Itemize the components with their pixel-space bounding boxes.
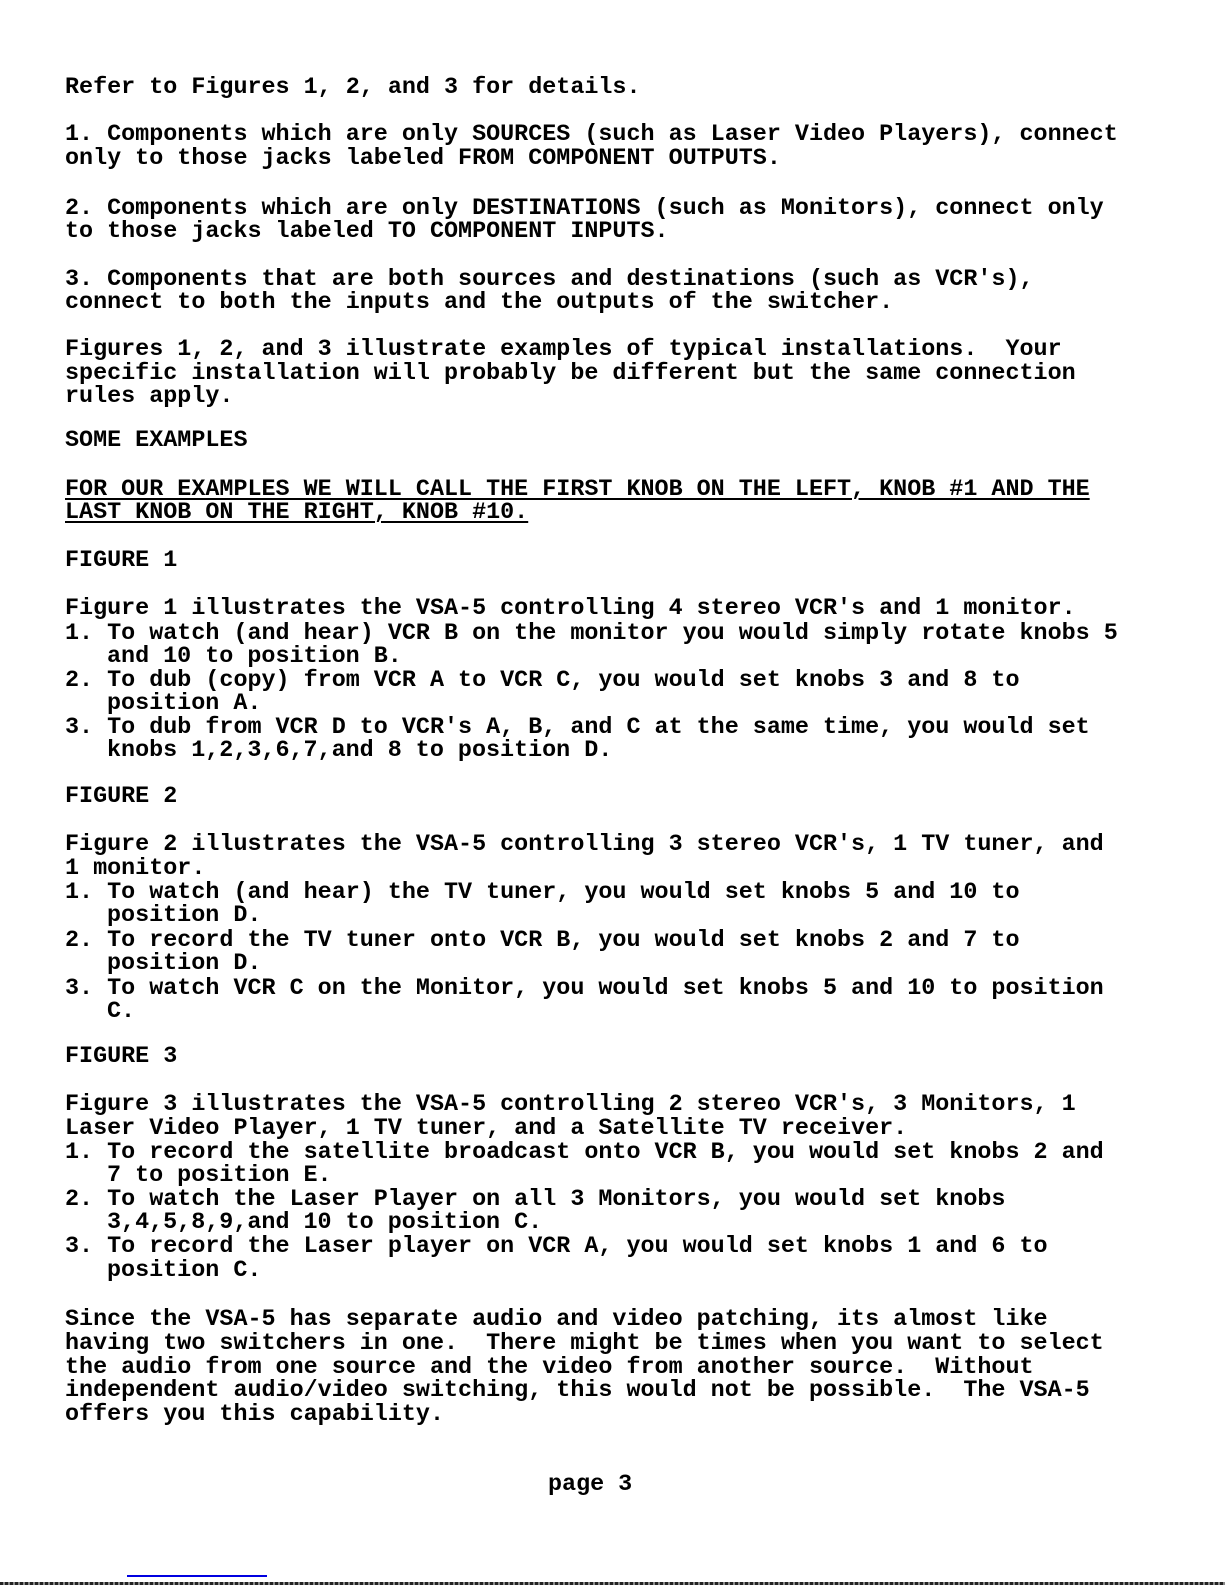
figure-3-line: Laser Video Player, 1 TV tuner, and a Satellite TV receiver. bbox=[65, 1116, 908, 1142]
figure-1-line: knobs 1,2,3,6,7,and 8 to position D. bbox=[107, 738, 613, 764]
figures-note-line: Figures 1, 2, and 3 illustrate examples of typical installations. Your bbox=[65, 337, 1062, 363]
closing-line: Since the VSA-5 has separate audio and video patching, its almost like bbox=[65, 1307, 1048, 1333]
figure-2-line: 1. To watch (and hear) the TV tuner, you would set knobs 5 and 10 to bbox=[65, 880, 1020, 906]
figure-3-line: 3. To record the Laser player on VCR A, you would set knobs 1 and 6 to bbox=[65, 1234, 1048, 1260]
figure-2-line: Figure 2 illustrates the VSA-5 controlling 3 stereo VCR's, 1 TV tuner, and bbox=[65, 832, 1104, 858]
rule-1-line: only to those jacks labeled FROM COMPONENT OUTPUTS. bbox=[65, 146, 781, 172]
figure-1-line: 2. To dub (copy) from VCR A to VCR C, you would set knobs 3 and 8 to bbox=[65, 668, 1020, 694]
figure-2-line: position D. bbox=[107, 903, 262, 929]
examples-heading: SOME EXAMPLES bbox=[65, 428, 248, 454]
figure-3-line: Figure 3 illustrates the VSA-5 controlling 2 stereo VCR's, 3 Monitors, 1 bbox=[65, 1092, 1076, 1118]
figure-2-heading: FIGURE 2 bbox=[65, 784, 178, 810]
closing-line: the audio from one source and the video from another source. Without bbox=[65, 1355, 1034, 1381]
figure-1-line: 3. To dub from VCR D to VCR's A, B, and C at the same time, you would set bbox=[65, 715, 1090, 741]
figure-1-line: Figure 1 illustrates the VSA-5 controlling 4 stereo VCR's and 1 monitor. bbox=[65, 596, 1076, 622]
figure-1-heading: FIGURE 1 bbox=[65, 548, 178, 574]
page-number: page 3 bbox=[548, 1472, 633, 1498]
closing-line: offers you this capability. bbox=[65, 1402, 444, 1428]
intro-text: Refer to Figures 1, 2, and 3 for details. bbox=[65, 75, 641, 101]
knob-note-line: LAST KNOB ON THE RIGHT, KNOB #10. bbox=[65, 500, 529, 526]
figure-3-line: 3,4,5,8,9,and 10 to position C. bbox=[107, 1210, 543, 1236]
figure-3-line: 7 to position E. bbox=[107, 1163, 332, 1189]
figure-1-line: position A. bbox=[107, 691, 262, 717]
figure-1-line: 1. To watch (and hear) VCR B on the monitor you would simply rotate knobs 5 bbox=[65, 621, 1118, 647]
figure-3-heading: FIGURE 3 bbox=[65, 1044, 178, 1070]
figure-3-line: 2. To watch the Laser Player on all 3 Monitors, you would set knobs bbox=[65, 1187, 1006, 1213]
figure-2-line: 1 monitor. bbox=[65, 856, 206, 882]
closing-line: independent audio/video switching, this would not be possible. The VSA-5 bbox=[65, 1378, 1090, 1404]
figures-note-line: specific installation will probably be different but the same connection bbox=[65, 361, 1076, 387]
closing-line: having two switchers in one. There might be times when you want to select bbox=[65, 1331, 1104, 1357]
figures-note-line: rules apply. bbox=[65, 384, 234, 410]
figure-1-line: and 10 to position B. bbox=[107, 644, 402, 670]
figure-2-line: 2. To record the TV tuner onto VCR B, you would set knobs 2 and 7 to bbox=[65, 928, 1020, 954]
knob-note-line: FOR OUR EXAMPLES WE WILL CALL THE FIRST KNOB ON THE LEFT, KNOB #1 AND THE bbox=[65, 477, 1090, 503]
rule-2-line: 2. Components which are only DESTINATIONS (such as Monitors), connect only bbox=[65, 196, 1104, 222]
figure-3-line: position C. bbox=[107, 1258, 262, 1284]
figure-2-line: 3. To watch VCR C on the Monitor, you would set knobs 5 and 10 to position bbox=[65, 976, 1104, 1002]
rule-1-line: 1. Components which are only SOURCES (such as Laser Video Players), connect bbox=[65, 122, 1118, 148]
blue-line-mark bbox=[127, 1575, 267, 1577]
figure-3-line: 1. To record the satellite broadcast onto VCR B, you would set knobs 2 and bbox=[65, 1140, 1104, 1166]
figure-2-line: C. bbox=[107, 999, 136, 1025]
rule-3-line: 3. Components that are both sources and destinations (such as VCR's), bbox=[65, 267, 1034, 293]
rule-3-line: connect to both the inputs and the outputs of the switcher. bbox=[65, 290, 894, 316]
rule-2-line: to those jacks labeled TO COMPONENT INPUTS. bbox=[65, 219, 669, 245]
figure-2-line: position D. bbox=[107, 951, 262, 977]
